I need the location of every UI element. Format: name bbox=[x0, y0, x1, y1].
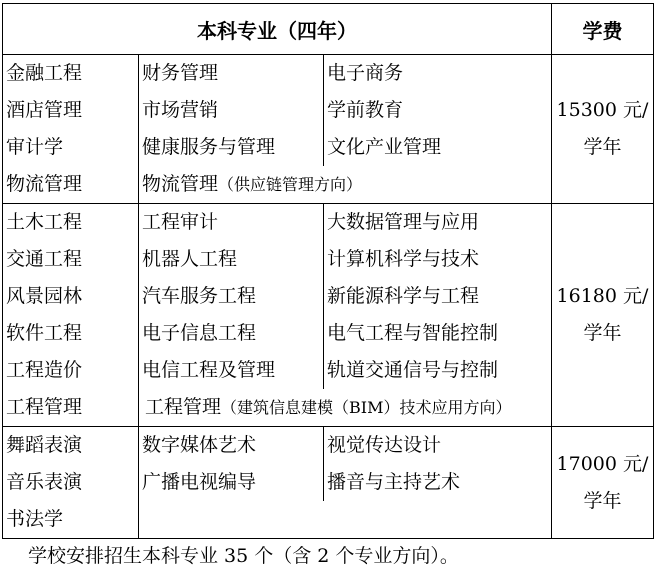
fee-cell-group-1 bbox=[552, 55, 654, 204]
major-cell: 学前教育 bbox=[323, 92, 549, 129]
major-cell: 土木工程 bbox=[6, 211, 83, 233]
major-cell: 计算机科学与技术 bbox=[323, 241, 549, 278]
major-list-group-1 bbox=[3, 55, 552, 204]
major-cell: 交通工程 bbox=[6, 248, 83, 270]
fee-group-1 bbox=[3, 55, 654, 204]
major-cell: 物流管理 bbox=[6, 173, 83, 195]
major-cell: 审计学 bbox=[6, 136, 64, 158]
major-cell: 舞蹈表演 bbox=[6, 434, 83, 456]
table-header-row bbox=[3, 4, 654, 55]
major-cell: 金融工程 bbox=[6, 62, 83, 84]
major-list-group-2 bbox=[3, 204, 552, 427]
fee-amount: 17000 元/ bbox=[556, 452, 649, 475]
footer-note: 学校安排招生本科专业 35 个（含 2 个专业方向）。 bbox=[28, 545, 459, 567]
major-cell: 音乐表演 bbox=[6, 471, 83, 493]
fee-amount: 16180 元/ bbox=[556, 285, 649, 307]
major-cell: 酒店管理 bbox=[6, 99, 83, 121]
major-list-group-3 bbox=[3, 427, 552, 539]
major-direction-cell bbox=[138, 166, 549, 203]
major-cell: 大数据管理与应用 bbox=[323, 204, 549, 241]
tuition-table bbox=[2, 3, 654, 539]
fee-group-2 bbox=[3, 204, 654, 427]
major-cell: 电子商务 bbox=[323, 55, 549, 92]
header-fee: 学费 bbox=[552, 4, 654, 55]
major-cell: 软件工程 bbox=[6, 322, 83, 344]
major-cell: 财务管理 bbox=[138, 55, 323, 92]
major-cell: 汽车服务工程 bbox=[138, 278, 323, 315]
major-cell: 新能源科学与工程 bbox=[323, 278, 549, 315]
major-cell: 工程管理 bbox=[6, 396, 83, 418]
major-direction-note: （建筑信息建模（BIM）技术应用方向） bbox=[221, 398, 512, 417]
fee-cell-group-2 bbox=[552, 204, 654, 427]
major-cell: 书法学 bbox=[6, 508, 64, 530]
major-cell: 风景园林 bbox=[6, 285, 83, 307]
major-cell: 工程造价 bbox=[6, 359, 83, 381]
fee-amount: 15300 元/ bbox=[556, 99, 649, 121]
major-cell: 工程审计 bbox=[138, 204, 323, 241]
major-cell: 机器人工程 bbox=[138, 241, 323, 278]
empty-cell bbox=[323, 501, 549, 538]
major-cell: 广播电视编导 bbox=[138, 464, 323, 501]
major-cell: 文化产业管理 bbox=[323, 129, 549, 166]
major-cell: 健康服务与管理 bbox=[138, 129, 323, 166]
major-cell: 视觉传达设计 bbox=[323, 427, 549, 464]
major-cell: 数字媒体艺术 bbox=[138, 427, 323, 464]
major-cell: 播音与主持艺术 bbox=[323, 464, 549, 501]
major-cell: 电子信息工程 bbox=[138, 315, 323, 352]
major-cell: 电气工程与智能控制 bbox=[323, 315, 549, 352]
major-cell: 电信工程及管理 bbox=[138, 352, 323, 389]
major-cell: 市场营销 bbox=[138, 92, 323, 129]
major-direction-cell bbox=[138, 389, 549, 426]
major-cell: 轨道交通信号与控制 bbox=[323, 352, 549, 389]
major-direction-name: 物流管理 bbox=[142, 173, 219, 195]
fee-unit: 学年 bbox=[583, 322, 622, 344]
major-direction-note: （供应链管理方向） bbox=[218, 175, 363, 194]
header-major: 本科专业（四年） bbox=[3, 4, 552, 55]
fee-group-3 bbox=[3, 427, 654, 539]
fee-cell-group-3 bbox=[552, 427, 654, 539]
major-direction-name: 工程管理 bbox=[145, 396, 222, 418]
fee-unit: 学年 bbox=[583, 136, 622, 158]
empty-cell bbox=[138, 501, 323, 538]
fee-unit: 学年 bbox=[583, 489, 622, 512]
